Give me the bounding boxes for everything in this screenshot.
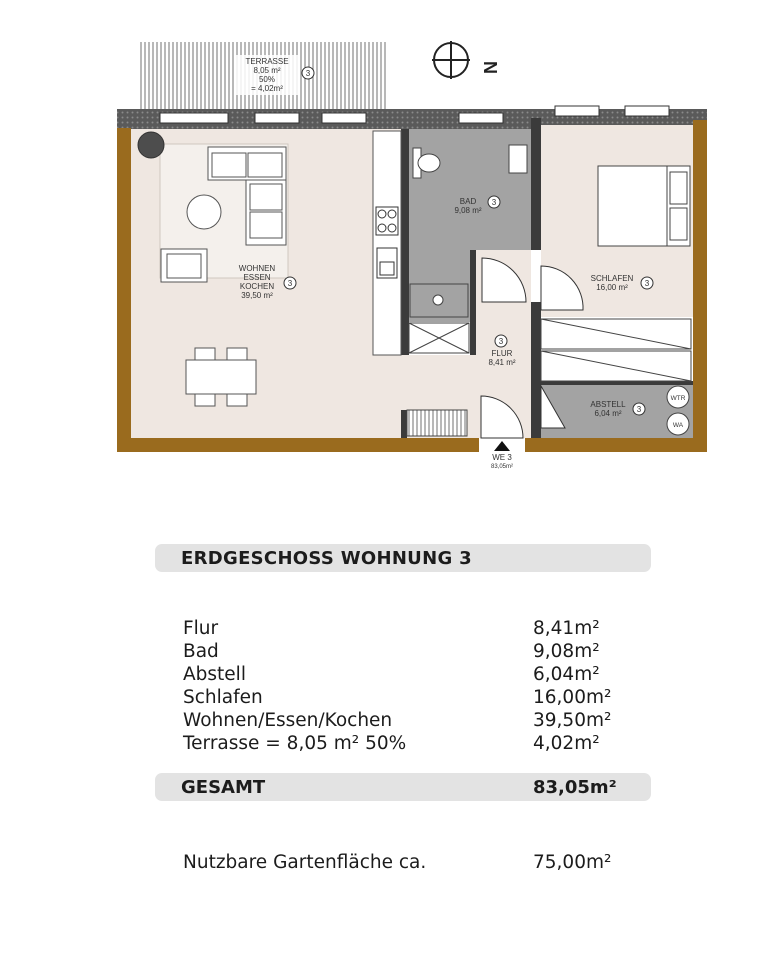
room-abstell-tag: 3 (636, 405, 642, 414)
area-row-value: 8,41m² (533, 618, 600, 639)
area-row-label: Terrasse = 8,05 m² 50% (183, 733, 407, 754)
storage-top-wall (541, 381, 693, 385)
chair-3 (195, 394, 215, 406)
area-table (183, 617, 623, 755)
south-wall-right (525, 438, 707, 452)
bath-south-wall-a (470, 250, 476, 355)
window-6 (625, 106, 669, 116)
total-label: GESAMT (181, 777, 266, 798)
room-wohnen-line3: KOCHEN (239, 282, 275, 291)
entrance-label: WE 3 (492, 453, 512, 462)
area-row (183, 732, 623, 755)
room-wohnen-line1: WOHNEN (238, 264, 276, 273)
area-row (183, 709, 623, 732)
terrace-name: TERRASSE (245, 57, 289, 66)
title-band (155, 544, 651, 572)
room-bad-tag: 3 (491, 198, 497, 207)
room-wohnen-line2: ESSEN (243, 273, 271, 282)
toilet-bowl (418, 154, 440, 172)
pillow-1 (670, 172, 687, 204)
area-row-label: Schlafen (183, 687, 263, 708)
dining-table (186, 360, 256, 394)
washbasin (509, 145, 527, 173)
entry-wall-left (401, 410, 407, 438)
south-wall-left (117, 438, 479, 452)
sofa-seat-2 (248, 153, 282, 177)
area-row-value: 6,04m² (533, 664, 600, 685)
window-4 (459, 113, 503, 123)
window-5 (555, 106, 599, 116)
bath-east-wall (531, 118, 541, 250)
coffee-table (187, 195, 221, 229)
room-wohnen-area: 39,50 m² (241, 291, 273, 300)
terrace-area: 8,05 m² (253, 66, 281, 75)
room-flur-name: FLUR (491, 349, 513, 358)
area-row (183, 686, 623, 709)
room-bad-name: BAD (459, 197, 477, 206)
west-wall (117, 128, 131, 452)
area-row-value: 39,50m² (533, 710, 612, 731)
area-row-label: Bad (183, 641, 219, 662)
chair-1 (195, 348, 215, 360)
sofa-seat-1 (212, 153, 246, 177)
washer-label: WA (672, 422, 684, 429)
terrace (139, 42, 386, 109)
counter (373, 131, 401, 355)
entrance-area: 83,05m² (490, 464, 514, 470)
garden-label: Nutzbare Gartenfläche ca. (183, 852, 427, 873)
armchair-seat (167, 254, 201, 278)
pillow-2 (670, 208, 687, 240)
room-schlafen-name: SCHLAFEN (590, 274, 634, 283)
room-flur-area: 8,41 m² (488, 358, 516, 367)
apartment-title: ERDGESCHOSS WOHNUNG 3 (181, 548, 472, 569)
room-schlafen-tag: 3 (644, 279, 650, 288)
total-band (155, 773, 651, 801)
terrace-percent: 50% (258, 75, 276, 84)
chair-4 (227, 394, 247, 406)
window-1 (160, 113, 228, 123)
area-row-label: Wohnen/Essen/Kochen (183, 710, 393, 731)
area-row-value: 4,02m² (533, 733, 600, 754)
room-bad-area: 9,08 m² (454, 206, 482, 215)
north-label: N (480, 61, 500, 74)
terrace-tag: 3 (305, 69, 311, 78)
room-schlafen-area: 16,00 m² (596, 283, 628, 292)
entrance-arrow-icon (494, 441, 510, 451)
room-abstell-name: ABSTELL (590, 400, 626, 409)
terrace-result: = 4,02m² (251, 84, 283, 93)
total-value: 83,05m² (533, 777, 617, 798)
bath-west-wall (401, 129, 409, 355)
area-row-value: 9,08m² (533, 641, 600, 662)
dryer-label: WTR (670, 395, 686, 402)
garden-value: 75,00m² (533, 852, 612, 873)
area-row-label: Abstell (183, 664, 246, 685)
bedroom-south-wall (531, 302, 541, 438)
area-row (183, 640, 623, 663)
area-row-value: 16,00m² (533, 687, 612, 708)
area-row (183, 663, 623, 686)
entrance-marker (491, 441, 513, 470)
north-arrow (432, 41, 500, 79)
entry-rack (407, 410, 467, 436)
window-3 (322, 113, 366, 123)
window-2 (255, 113, 299, 123)
garden-row (183, 852, 623, 876)
plant (138, 132, 164, 158)
kitchen-counter (373, 131, 401, 355)
east-wall (693, 120, 707, 452)
room-wohnen-tag: 3 (287, 279, 293, 288)
room-abstell-area: 6,04 m² (594, 409, 622, 418)
room-flur-tag: 3 (498, 337, 504, 346)
sofa-chaise-seat (250, 184, 282, 210)
shower-drain (433, 295, 443, 305)
area-row (183, 617, 623, 640)
area-row-label: Flur (183, 618, 219, 639)
chair-2 (227, 348, 247, 360)
sofa-chaise-seat-2 (250, 212, 282, 238)
